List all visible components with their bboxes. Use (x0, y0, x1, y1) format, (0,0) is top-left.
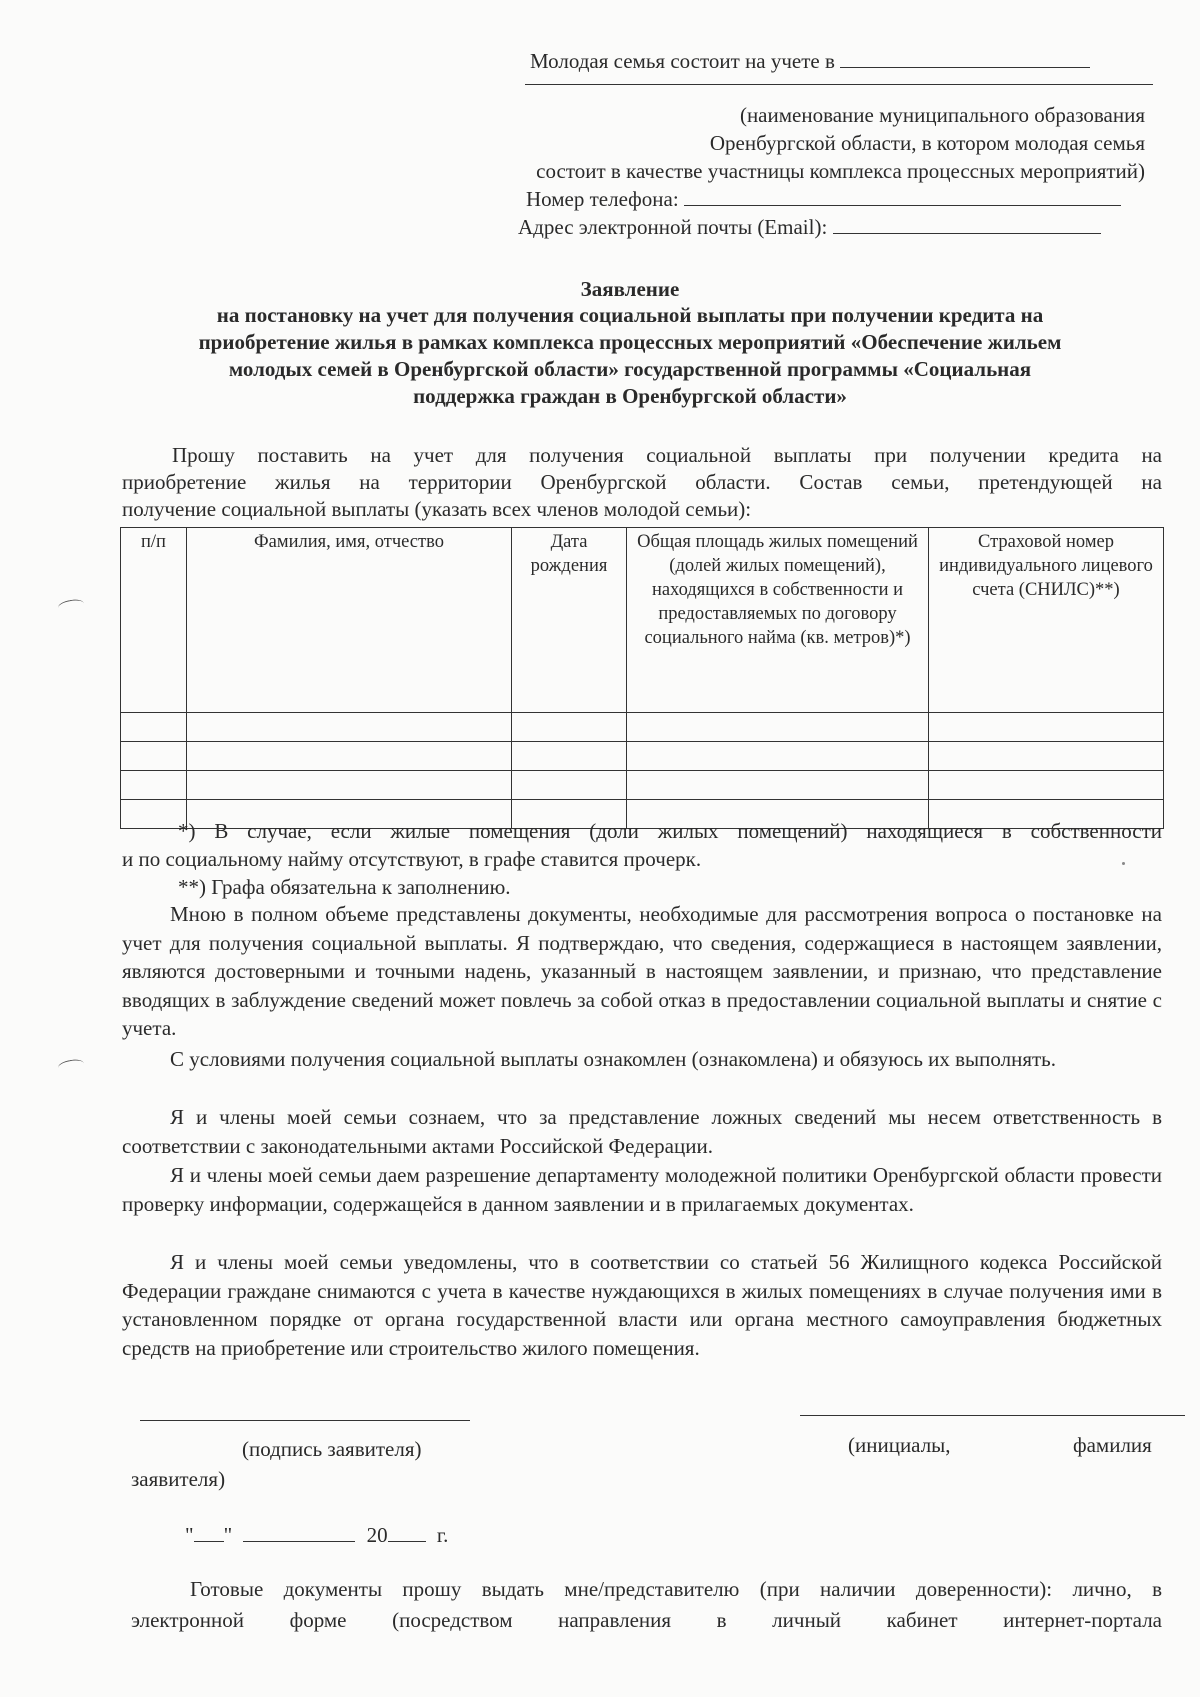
date-quote-close: " (223, 1523, 233, 1547)
date-year-field[interactable] (388, 1541, 426, 1542)
table-row (121, 713, 1164, 742)
table-cell[interactable] (627, 713, 929, 742)
table-cell[interactable] (121, 771, 187, 800)
registered-in-field[interactable] (840, 67, 1090, 68)
table-cell[interactable] (512, 742, 627, 771)
col-snils: Страховой номер индивидуального лицевого счета (СНИЛС)**) (929, 528, 1164, 713)
date-day-field[interactable] (194, 1541, 224, 1542)
signature-field[interactable] (140, 1420, 470, 1421)
note-1-line-1: *) В случае, если жилые помещения (доли жилых помещений) находящиеся в собственности (178, 819, 1162, 843)
table-row (121, 771, 1164, 800)
title-line-3: приобретение жилья в рамках комплекса процессных мероприятий «Обеспечение жильем (198, 330, 1062, 354)
family-members-table (120, 527, 1164, 829)
municipality-field[interactable] (525, 84, 1153, 85)
table-cell[interactable] (627, 742, 929, 771)
table-cell[interactable] (121, 800, 187, 829)
col-number: п/п (121, 528, 187, 713)
initials-label: (инициалы, (848, 1433, 951, 1457)
municipality-hint-1: (наименование муниципального образования (739, 103, 1145, 127)
table-cell[interactable] (929, 771, 1164, 800)
email-field[interactable] (833, 233, 1101, 234)
paragraph-permission: Я и члены моей семьи даем разрешение департаменту молодежной политики Оренбургской области провести проверку информации, содержащейся в данном заявлении и в прилагаемых документах. (122, 1163, 1162, 1216)
table-cell[interactable] (627, 771, 929, 800)
scan-speck (1122, 862, 1125, 865)
date-month-field[interactable] (243, 1541, 355, 1542)
closing-line-2: электронной форме (посредством направления в личный кабинет интернет-портала (131, 1608, 1162, 1632)
applicant-word: заявителя) (131, 1467, 226, 1491)
table-cell[interactable] (187, 713, 512, 742)
col-full-name: Фамилия, имя, отчество (187, 528, 512, 713)
intro-line-1: Прошу поставить на учет для получения социальной выплаты при получении кредита на (172, 443, 1162, 467)
municipality-hint-2: Оренбургской области, в котором молодая семья (709, 131, 1145, 155)
date-suffix: г. (436, 1523, 449, 1547)
table-cell[interactable] (187, 742, 512, 771)
punch-mark (57, 1058, 85, 1073)
col-living-area: Общая площадь жилых помещений (долей жилых помещений), находящихся в собственности и предоставляемых по договору социального найма (кв. метров)*) (627, 528, 929, 713)
municipality-hint-3: состоит в качестве участницы комплекса процессных мероприятий) (536, 159, 1145, 183)
punch-mark (57, 598, 85, 613)
col-birth-date: Дата рождения (512, 528, 627, 713)
paragraph-notification: Я и члены моей семьи уведомлены, что в соответствии со статьей 56 Жилищного кодекса Российской Федерации граждане снимаются с учета в качестве нуждающихся в жилых помещениях в случае получения ими в установленном порядке от органа государственной власти или органа местного самоуправления бюджетных средств на приобретение или строительство жилого помещения. (122, 1250, 1162, 1360)
surname-label: фамилия (1073, 1433, 1152, 1457)
title-line-2: на постановку на учет для получения социальной выплаты при получении кредита на (216, 303, 1044, 327)
paragraph-documents: Мною в полном объеме представлены документы, необходимые для рассмотрения вопроса о постановке на учет для получения социальной выплаты. Я подтверждаю, что сведения, содержащиеся в настоящем заявлении, являются достоверными и точными надень, указанный в настоящем заявлении, и признаю, что представление вводящих в заблуждение сведений может повлечь за собой отказ в предоставлении социальной выплаты и снятие с учета. (122, 902, 1162, 1040)
paragraph-responsibility: Я и члены моей семьи сознаем, что за представление ложных сведений мы несем ответственность в соответствии с законодательными актами Российской Федерации. (122, 1105, 1162, 1158)
date-line (185, 1522, 448, 1549)
document-title: Заявление (580, 277, 680, 301)
date-year-prefix: 20 (366, 1523, 388, 1547)
date-quote-open: " (185, 1523, 194, 1547)
intro-line-3: получение социальной выплаты (указать всех членов молодой семьи): (122, 497, 752, 521)
table-cell[interactable] (929, 742, 1164, 771)
note-1-line-2: и по социальному найму отсутствуют, в графе ставится прочерк. (122, 847, 702, 871)
initials-field[interactable] (800, 1415, 1185, 1416)
table-cell[interactable] (121, 742, 187, 771)
closing-line-1: Готовые документы прошу выдать мне/представителю (при наличии доверенности): лично, в (190, 1577, 1162, 1601)
note-2: **) Графа обязательна к заполнению. (178, 875, 511, 899)
email-label: Адрес электронной почты (Email): (518, 215, 828, 239)
table-cell[interactable] (121, 713, 187, 742)
title-line-4: молодых семей в Оренбургской области» государственной программы «Социальная (228, 357, 1032, 381)
intro-line-2: приобретение жилья на территории Оренбургской области. Состав семьи, претендующей на (122, 470, 1162, 494)
paragraph-conditions: С условиями получения социальной выплаты ознакомлен (ознакомлена) и обязуюсь их выполнять. (170, 1047, 1056, 1071)
table-cell[interactable] (929, 713, 1164, 742)
registered-in-line (530, 48, 1150, 75)
table-cell[interactable] (512, 713, 627, 742)
table-row (121, 742, 1164, 771)
phone-field[interactable] (684, 205, 1121, 206)
table-cell[interactable] (187, 771, 512, 800)
phone-line (526, 186, 1121, 213)
phone-label: Номер телефона: (526, 187, 679, 211)
registered-in-label: Молодая семья состоит на учете в (530, 49, 835, 73)
signature-label: (подпись заявителя) (242, 1437, 422, 1461)
title-line-5: поддержка граждан в Оренбургской области» (413, 384, 847, 408)
email-line (518, 214, 1101, 241)
table-cell[interactable] (512, 771, 627, 800)
table-header-row (121, 528, 1164, 713)
